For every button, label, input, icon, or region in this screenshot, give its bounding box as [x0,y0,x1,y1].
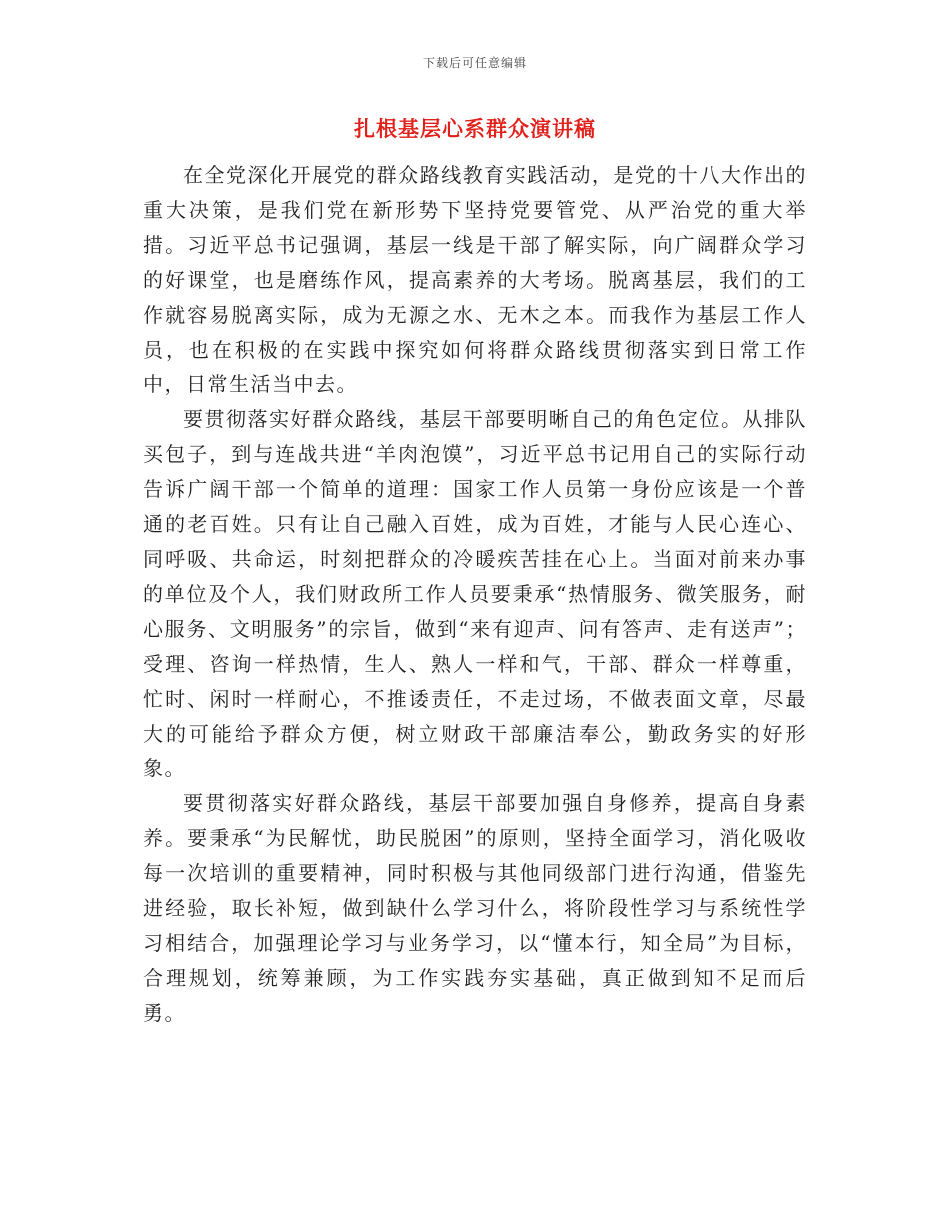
paragraph-1: 在全党深化开展党的群众路线教育实践活动，是党的十八大作出的重大决策，是我们党在新形势下坚持党要管党、从严治党的重大举措。习近平总书记强调，基层一线是干部了解实际，向广阔群众学习的好课堂，也是磨练作风，提高素养的大考场。脱离基层，我们的工作就容易脱离实际，成为无源之水、无木之本。而我作为基层工作人员，也在积极的在实践中探究如何将群众路线贯彻落实到日常工作中，日常生活当中去。 [143,163,807,397]
paragraph-3: 要贯彻落实好群众路线，基层干部要加强自身修养，提高自身素养。要秉承“为民解忧，助民脱困”的原则，坚持全面学习，消化吸收每一次培训的重要精神，同时积极与其他同级部门进行沟通，借鉴先进经验，取长补短，做到缺什么学习什么，将阶段性学习与系统性学习相结合，加强理论学习与业务学习，以“懂本行，知全局”为目标，合理规划，统筹兼顾，为工作实践夯实基础，真正做到知不足而后勇。 [143,791,807,1025]
document-body [143,158,807,1031]
document-title: 扎根基层心系群众演讲稿 [354,116,596,141]
page-header-note: 下载后可任意编辑 [422,56,527,70]
paragraph-2: 要贯彻落实好群众路线，基层干部要明晰自己的角色定位。从排队买包子，到与连战共进“羊肉泡馍”，习近平总书记用自己的实际行动告诉广阔干部一个简单的道理：国家工作人员第一身份应该是一个普通的老百姓。只有让自己融入百姓，成为百姓，才能与人民心连心、同呼吸、共命运，时刻把群众的冷暖疾苦挂在心上。当面对前来办事的单位及个人，我们财政所工作人员要秉承“热情服务、微笑服务，耐心服务、文明服务”的宗旨，做到“来有迎声、问有答声、走有送声”；受理、咨询一样热情，生人、熟人一样和气，干部、群众一样尊重，忙时、闲时一样耐心，不推诿责任，不走过场，不做表面文章，尽最大的可能给予群众方便，树立财政干部廉洁奉公，勤政务实的好形象。 [143,407,807,781]
